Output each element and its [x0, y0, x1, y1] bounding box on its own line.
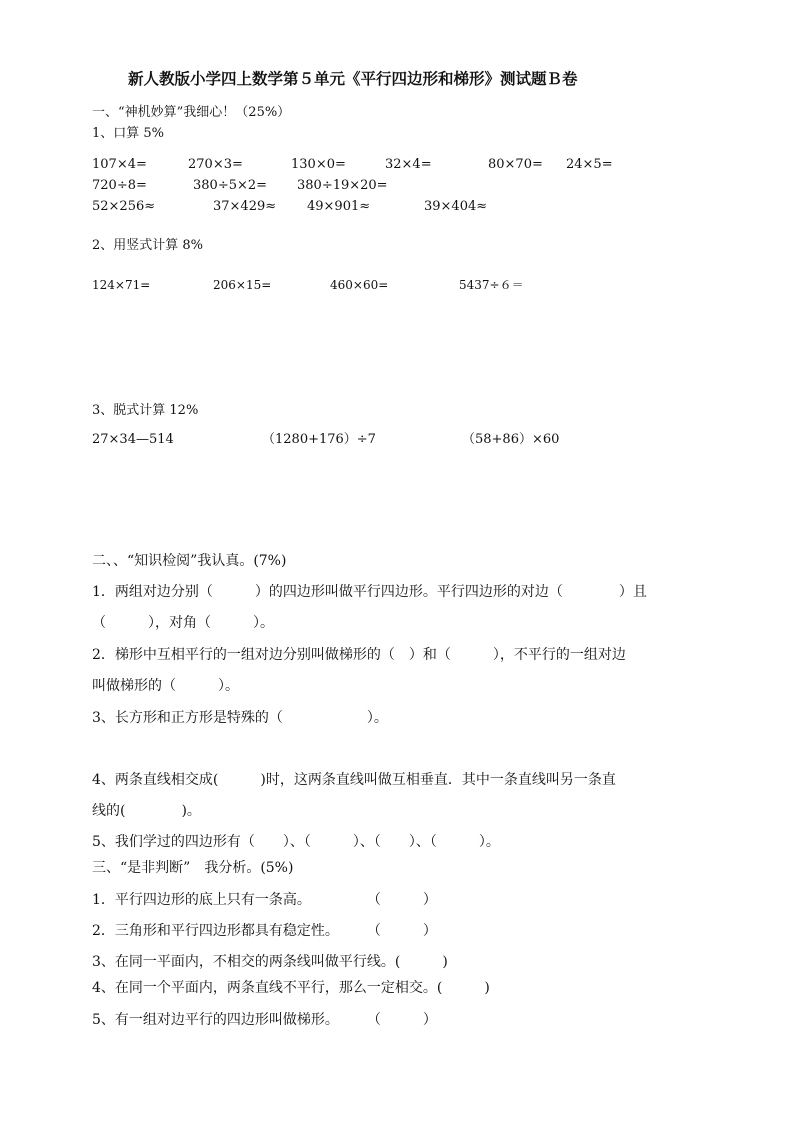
oral-item: 24×5=	[566, 157, 613, 172]
part3-heading: 3、脱式计算 12%	[92, 403, 199, 418]
fill-blank-question: 5、我们学过的四边形有（ ）、（ ）、（ ）、（ ）。	[92, 834, 500, 850]
true-false-item: 4、在同一个平面内，两条直线不平行，那么一定相交。( )	[92, 980, 490, 996]
fill-blank-question: 叫做梯形的（ ）。	[92, 678, 239, 694]
oral-item: 380÷19×20=	[297, 178, 388, 193]
oral-item: 130×0=	[291, 157, 346, 172]
oral-item: 270×3=	[188, 157, 243, 172]
fill-blank-question: 1．两组对边分别（ ）的四边形叫做平行四边形。平行四边形的对边（ ）且	[92, 584, 647, 600]
vertical-calc-item: 460×60=	[330, 278, 389, 292]
oral-item: 39×404≈	[424, 199, 488, 214]
part1-heading: 1、口算 5%	[92, 126, 165, 141]
true-false-item: 5、有一组对边平行的四边形叫做梯形。 （ ）	[92, 1012, 437, 1028]
fill-blank-question: （ ），对角（ ）。	[92, 615, 274, 631]
fill-blank-question: 线的( )。	[92, 803, 201, 819]
true-false-item: 3、在同一平面内，不相交的两条线叫做平行线。( )	[92, 954, 448, 970]
oral-item: 52×256≈	[92, 199, 156, 214]
fill-blank-question: 4、两条直线相交成( )时，这两条直线叫做互相垂直．其中一条直线叫另一条直	[92, 772, 616, 788]
true-false-item: 2．三角形和平行四边形都具有稳定性。 （ ）	[92, 923, 437, 939]
oral-item: 380÷5×2=	[193, 178, 268, 193]
oral-item: 107×4=	[92, 157, 147, 172]
oral-item: 80×70=	[488, 157, 543, 172]
oral-item: 37×429≈	[213, 199, 277, 214]
vertical-calc-item: 206×15=	[213, 278, 272, 292]
section3-heading: 三、“是非判断” 我分析。(5%)	[92, 860, 294, 876]
oral-item: 720÷8=	[92, 178, 147, 193]
vertical-calc-item: 124×71=	[92, 278, 151, 292]
oral-item: 49×901≈	[307, 199, 371, 214]
oral-item: 32×4=	[385, 157, 432, 172]
fill-blank-question: 2．梯形中互相平行的一组对边分别叫做梯形的（ ）和（ ），不平行的一组对边	[92, 647, 626, 663]
fill-blank-question: 3、长方形和正方形是特殊的（ ）。	[92, 710, 388, 726]
step-calc-item: （1280+176）÷7	[262, 432, 376, 447]
section2-heading: 二、、“知识检阅”我认真。(7%)	[92, 553, 287, 569]
vertical-calc-item: 5437÷６＝	[459, 278, 524, 292]
part2-heading: 2、用竖式计算 8%	[92, 238, 204, 253]
section1-heading: 一、“神机妙算”我细心！（25%）	[92, 105, 291, 120]
page-title: 新人教版小学四上数学第５单元《平行四边形和梯形》测试题Ｂ卷	[128, 69, 578, 88]
step-calc-item: 27×34—514	[92, 432, 174, 447]
true-false-item: 1．平行四边形的底上只有一条高。 （ ）	[92, 892, 437, 908]
step-calc-item: （58+86）×60	[462, 432, 560, 447]
